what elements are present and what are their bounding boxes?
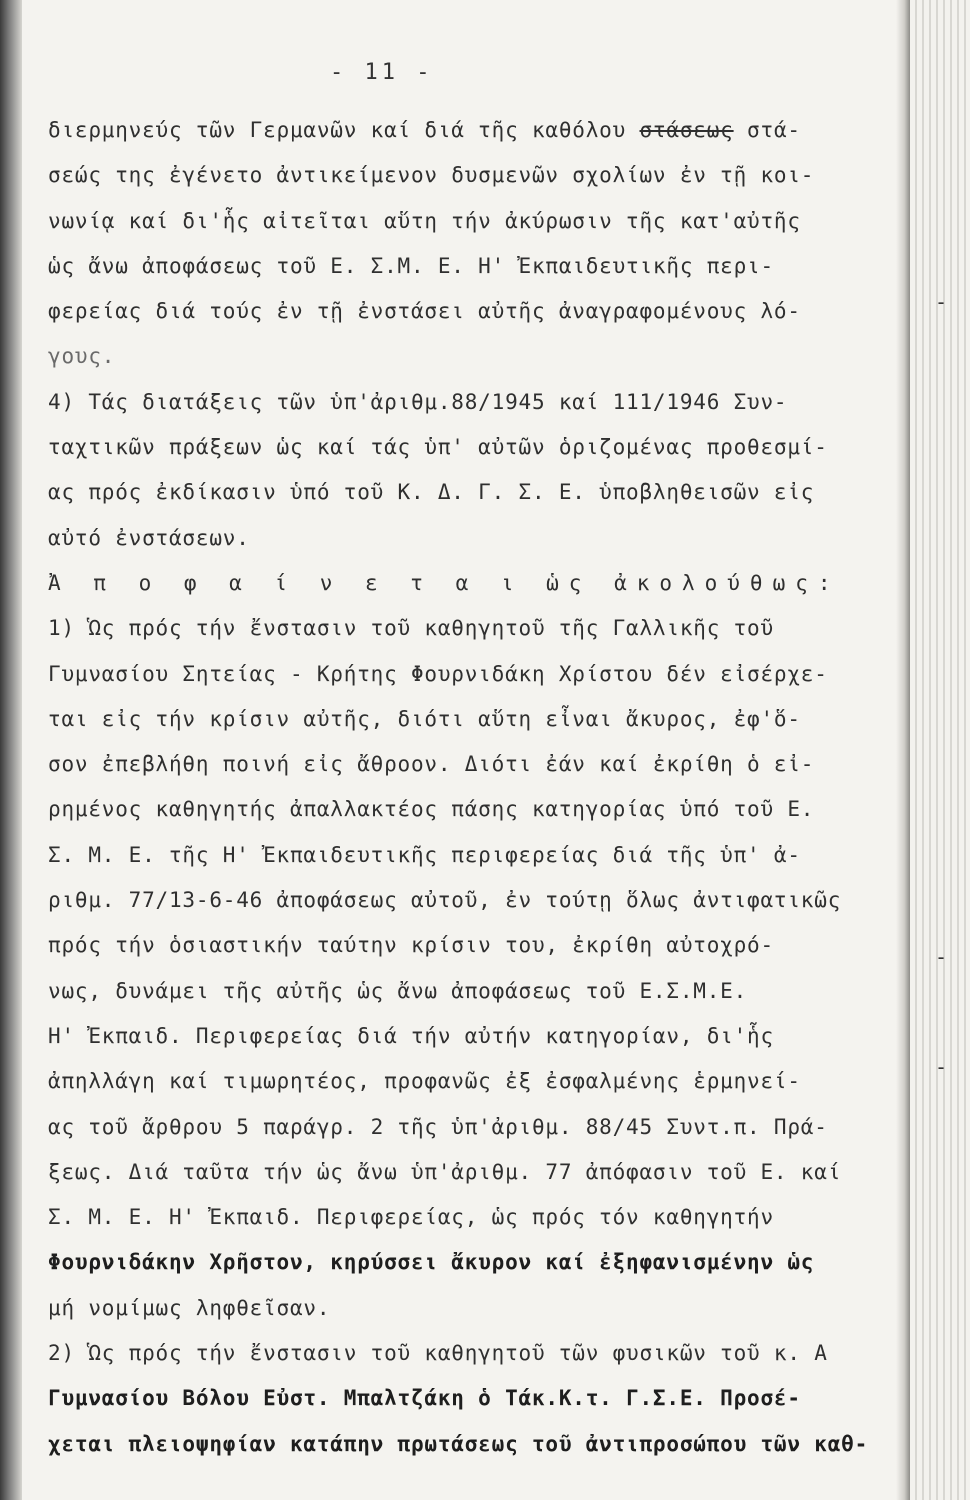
scan-shadow-left [0, 0, 22, 1500]
typed-text-body [48, 108, 878, 1467]
struck-word: στάσεως [639, 118, 734, 142]
text-line: Σ. Μ. Ε. Η' Ἐκπαιδ. Περιφερείας, ὡς πρός τόν καθηγητήν [48, 1205, 774, 1230]
text-line: ται εἰς τήν κρίσιν αὐτῆς, διότι αὕτη εἶναι ἄκυρος, ἐφ'ὅ- [48, 706, 801, 731]
decision-heading: Ἀ π ο φ α ί ν ε τ α ι ὡς ἀκολούθως: [48, 570, 841, 595]
binding-spine [896, 0, 910, 1500]
text-line: Η' Ἐκπαιδ. Περιφερείας διά τήν αὐτήν κατηγορίαν, δι'ἧς [48, 1023, 774, 1048]
text-line: γους. [48, 344, 116, 369]
text-line: ἀπηλλάγη καί τιμωρητέος, προφανῶς ἐξ ἐσφαλμένης ἑρμηνεί- [48, 1069, 801, 1094]
text-line: 1) Ὡς πρός τήν ἔνστασιν τοῦ καθηγητοῦ τῆς Γαλλικῆς τοῦ [48, 616, 774, 641]
text-line: διερμηνεύς τῶν Γερμανῶν καί διά τῆς καθόλου στάσεως στά- [48, 118, 801, 142]
text-line: Φουρνιδάκην Χρῆστον, κηρύσσει ἄκυρον καί ἐξηφανισμένην ὡς [48, 1250, 815, 1275]
page-number: - 11 - [330, 60, 434, 85]
text-line: 2) Ὡς πρός τήν ἔνστασιν τοῦ καθηγητοῦ τῶν φυσικῶν τοῦ κ. Α [48, 1341, 828, 1366]
text-line: ρημένος καθηγητής ἀπαλλακτέος πάσης κατηγορίας ὑπό τοῦ Ε. [48, 797, 815, 822]
text-line: ὡς ἄνω ἀποφάσεως τοῦ Ε. Σ.Μ. Ε. Η' Ἐκπαιδευτικῆς περι- [48, 253, 774, 278]
text-line: Γυμνασίου Σητείας - Κρήτης Φουρνιδάκη Χρίστου δέν εἰσέρχε- [48, 661, 828, 686]
text-line: νως, δυνάμει τῆς αὐτῆς ὡς ἄνω ἀποφάσεως τοῦ Ε.Σ.Μ.Ε. [48, 978, 748, 1003]
text-line: χεται πλειοψηφίαν κατάπην πρωτάσεως τοῦ ἀντιπροσώπου τῶν καθ- [48, 1431, 869, 1456]
text-line: ας τοῦ ἄρθρου 5 παράγρ. 2 τῆς ὑπ'ἀριθμ. 88/45 Συντ.π. Πρά- [48, 1114, 828, 1139]
text-line: σεώς της ἐγένετο ἀντικείμενον δυσμενῶν σχολίων ἐν τῇ κοι- [48, 163, 815, 188]
text-line: πρός τήν ὁσιαστικήν ταύτην κρίσιν του, ἐκρίθη αὐτοχρό- [48, 933, 774, 958]
margin-dash-mark: - [935, 290, 948, 314]
text-line: ξεως. Διά ταῦτα τήν ὡς ἄνω ὑπ'ἀριθμ. 77 ἀπόφασιν τοῦ Ε. καί [48, 1159, 842, 1184]
text-line: Γυμνασίου Βόλου Εὐστ. Μπαλτζάκη ὁ Τάκ.Κ.τ. Γ.Σ.Ε. Προσέ- [48, 1386, 801, 1411]
margin-dash-mark: - [935, 945, 948, 969]
text-line: φερείας διά τούς ἐν τῇ ἐνστάσει αὐτῆς ἀναγραφομένους λό- [48, 299, 801, 324]
text-line: ταχτικῶν πράξεων ὡς καί τάς ὑπ' αὐτῶν ὁριζομένας προθεσμί- [48, 435, 828, 460]
margin-dash-mark: - [935, 1055, 948, 1079]
text-line: ας πρός ἐκδίκασιν ὑπό τοῦ Κ. Δ. Γ. Σ. Ε. ὑποβληθεισῶν εἰς [48, 480, 815, 505]
text-line: ριθμ. 77/13-6-46 ἀποφάσεως αὐτοῦ, ἐν τούτῃ ὅλως ἀντιφατικῶς [48, 888, 842, 913]
text-line: 4) Τάς διατάξεις τῶν ὑπ'ἀριθμ.88/1945 καί 111/1946 Συν- [48, 389, 788, 414]
text-line: νωνίᾳ καί δι'ἧς αἰτεῖται αὕτη τήν ἀκύρωσιν τῆς κατ'αὐτῆς [48, 208, 801, 233]
text-line: αὐτό ἐνστάσεων. [48, 525, 250, 550]
text-line: Σ. Μ. Ε. τῆς Η' Ἐκπαιδευτικῆς περιφερείας διά τῆς ὑπ' ἀ- [48, 842, 801, 867]
page-stack-edge [910, 0, 970, 1500]
text-line: σον ἐπεβλήθη ποινή εἰς ἄθροον. Διότι ἐάν καί ἐκρίθη ὁ εἰ- [48, 752, 815, 777]
text-line: μή νομίμως ληφθεῖσαν. [48, 1295, 331, 1320]
